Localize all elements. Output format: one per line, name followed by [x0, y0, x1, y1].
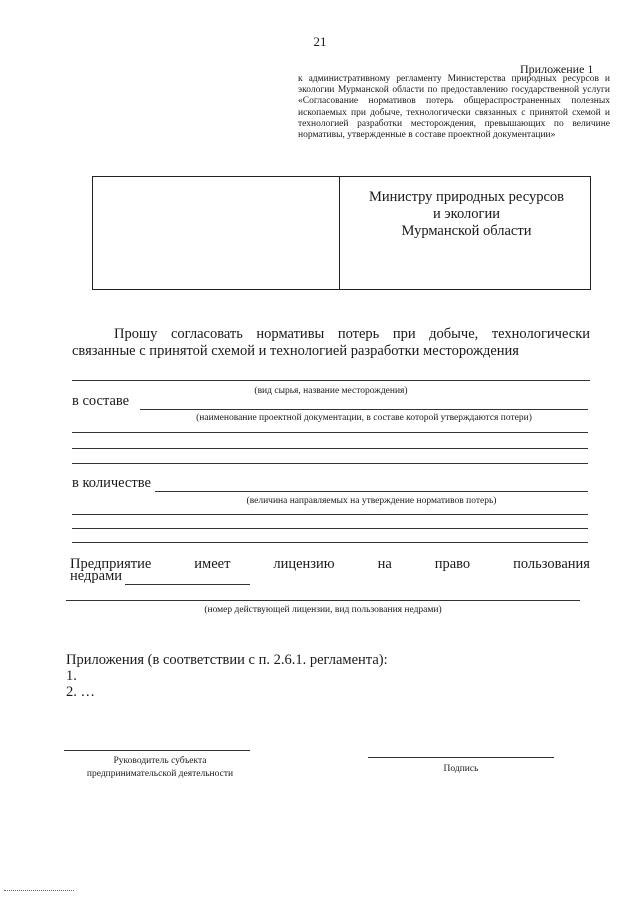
project-doc-line[interactable] [140, 409, 588, 410]
raw-material-caption: (вид сырья, название месторождения) [254, 386, 408, 396]
attachments-title: Приложения (в соответствии с п. 2.6.1. регламента): [66, 652, 388, 668]
subsoil-label: недрами [70, 568, 123, 584]
quantity-line-2[interactable] [72, 514, 588, 515]
request-paragraph: Прошу согласовать нормативы потерь при добыче, технологически связанные с принятой схемой и технологией разработки месторождения [72, 326, 590, 359]
project-doc-line-3[interactable] [72, 448, 588, 449]
page-number: 21 [313, 34, 327, 49]
head-caption-line-2: предпринимательской деятельности [86, 769, 234, 779]
footer-mark [4, 890, 74, 891]
quantity-line-4[interactable] [72, 542, 588, 543]
license-number-line[interactable] [66, 600, 580, 601]
attachment-item: 1. [66, 668, 77, 684]
license-sentence [70, 556, 590, 573]
license-word: пользования [513, 556, 590, 572]
attachment-item: 2. … [66, 684, 95, 700]
license-word: лицензию [273, 556, 335, 572]
head-caption [60, 755, 260, 781]
subsoil-line[interactable] [125, 584, 250, 585]
license-word: на [377, 556, 392, 572]
addressee-cell [343, 189, 590, 240]
addressee-blank-cell [93, 177, 340, 289]
in-quantity-label: в количестве [72, 475, 151, 491]
addressee-line-2: и экологии [433, 206, 500, 222]
quantity-line[interactable] [155, 491, 588, 492]
in-composition-label: в составе [72, 393, 130, 409]
project-doc-caption: (наименование проектной документации, в составе которой утверждаются потери) [196, 413, 532, 423]
license-caption: (номер действующей лицензии, вид пользования недрами) [204, 605, 442, 615]
license-word: имеет [194, 556, 231, 572]
addressee-line-1: Министру природных ресурсов [369, 189, 564, 205]
addressee-box [92, 176, 591, 290]
addressee-line-3: Мурманской области [401, 223, 532, 239]
appendix-reference: к административному регламенту Министерства природных ресурсов и экологии Мурманской области по предоставлению государственной услуги «Согласование нормативов потерь общераспространенных полезных ископаемых при добыче, технологически связанных с принятой схемой и технологией разработки месторождения, превышающих по величине нормативы, утвержденные в составе проектной документации» [298, 74, 610, 141]
head-caption-line-1: Руководитель субъекта [113, 756, 207, 766]
license-word: право [434, 556, 471, 572]
head-signature-line[interactable] [64, 750, 250, 751]
project-doc-line-2[interactable] [72, 432, 588, 433]
license-word: Предприятие [70, 556, 152, 572]
quantity-line-3[interactable] [72, 528, 588, 529]
signature-caption: Подпись [443, 764, 479, 774]
appendix-title: Приложение 1 [520, 62, 594, 76]
project-doc-line-4[interactable] [72, 463, 588, 464]
quantity-caption: (величина направляемых на утверждение нормативов потерь) [246, 496, 497, 506]
signature-line[interactable] [368, 757, 554, 758]
raw-material-line[interactable] [72, 380, 590, 381]
